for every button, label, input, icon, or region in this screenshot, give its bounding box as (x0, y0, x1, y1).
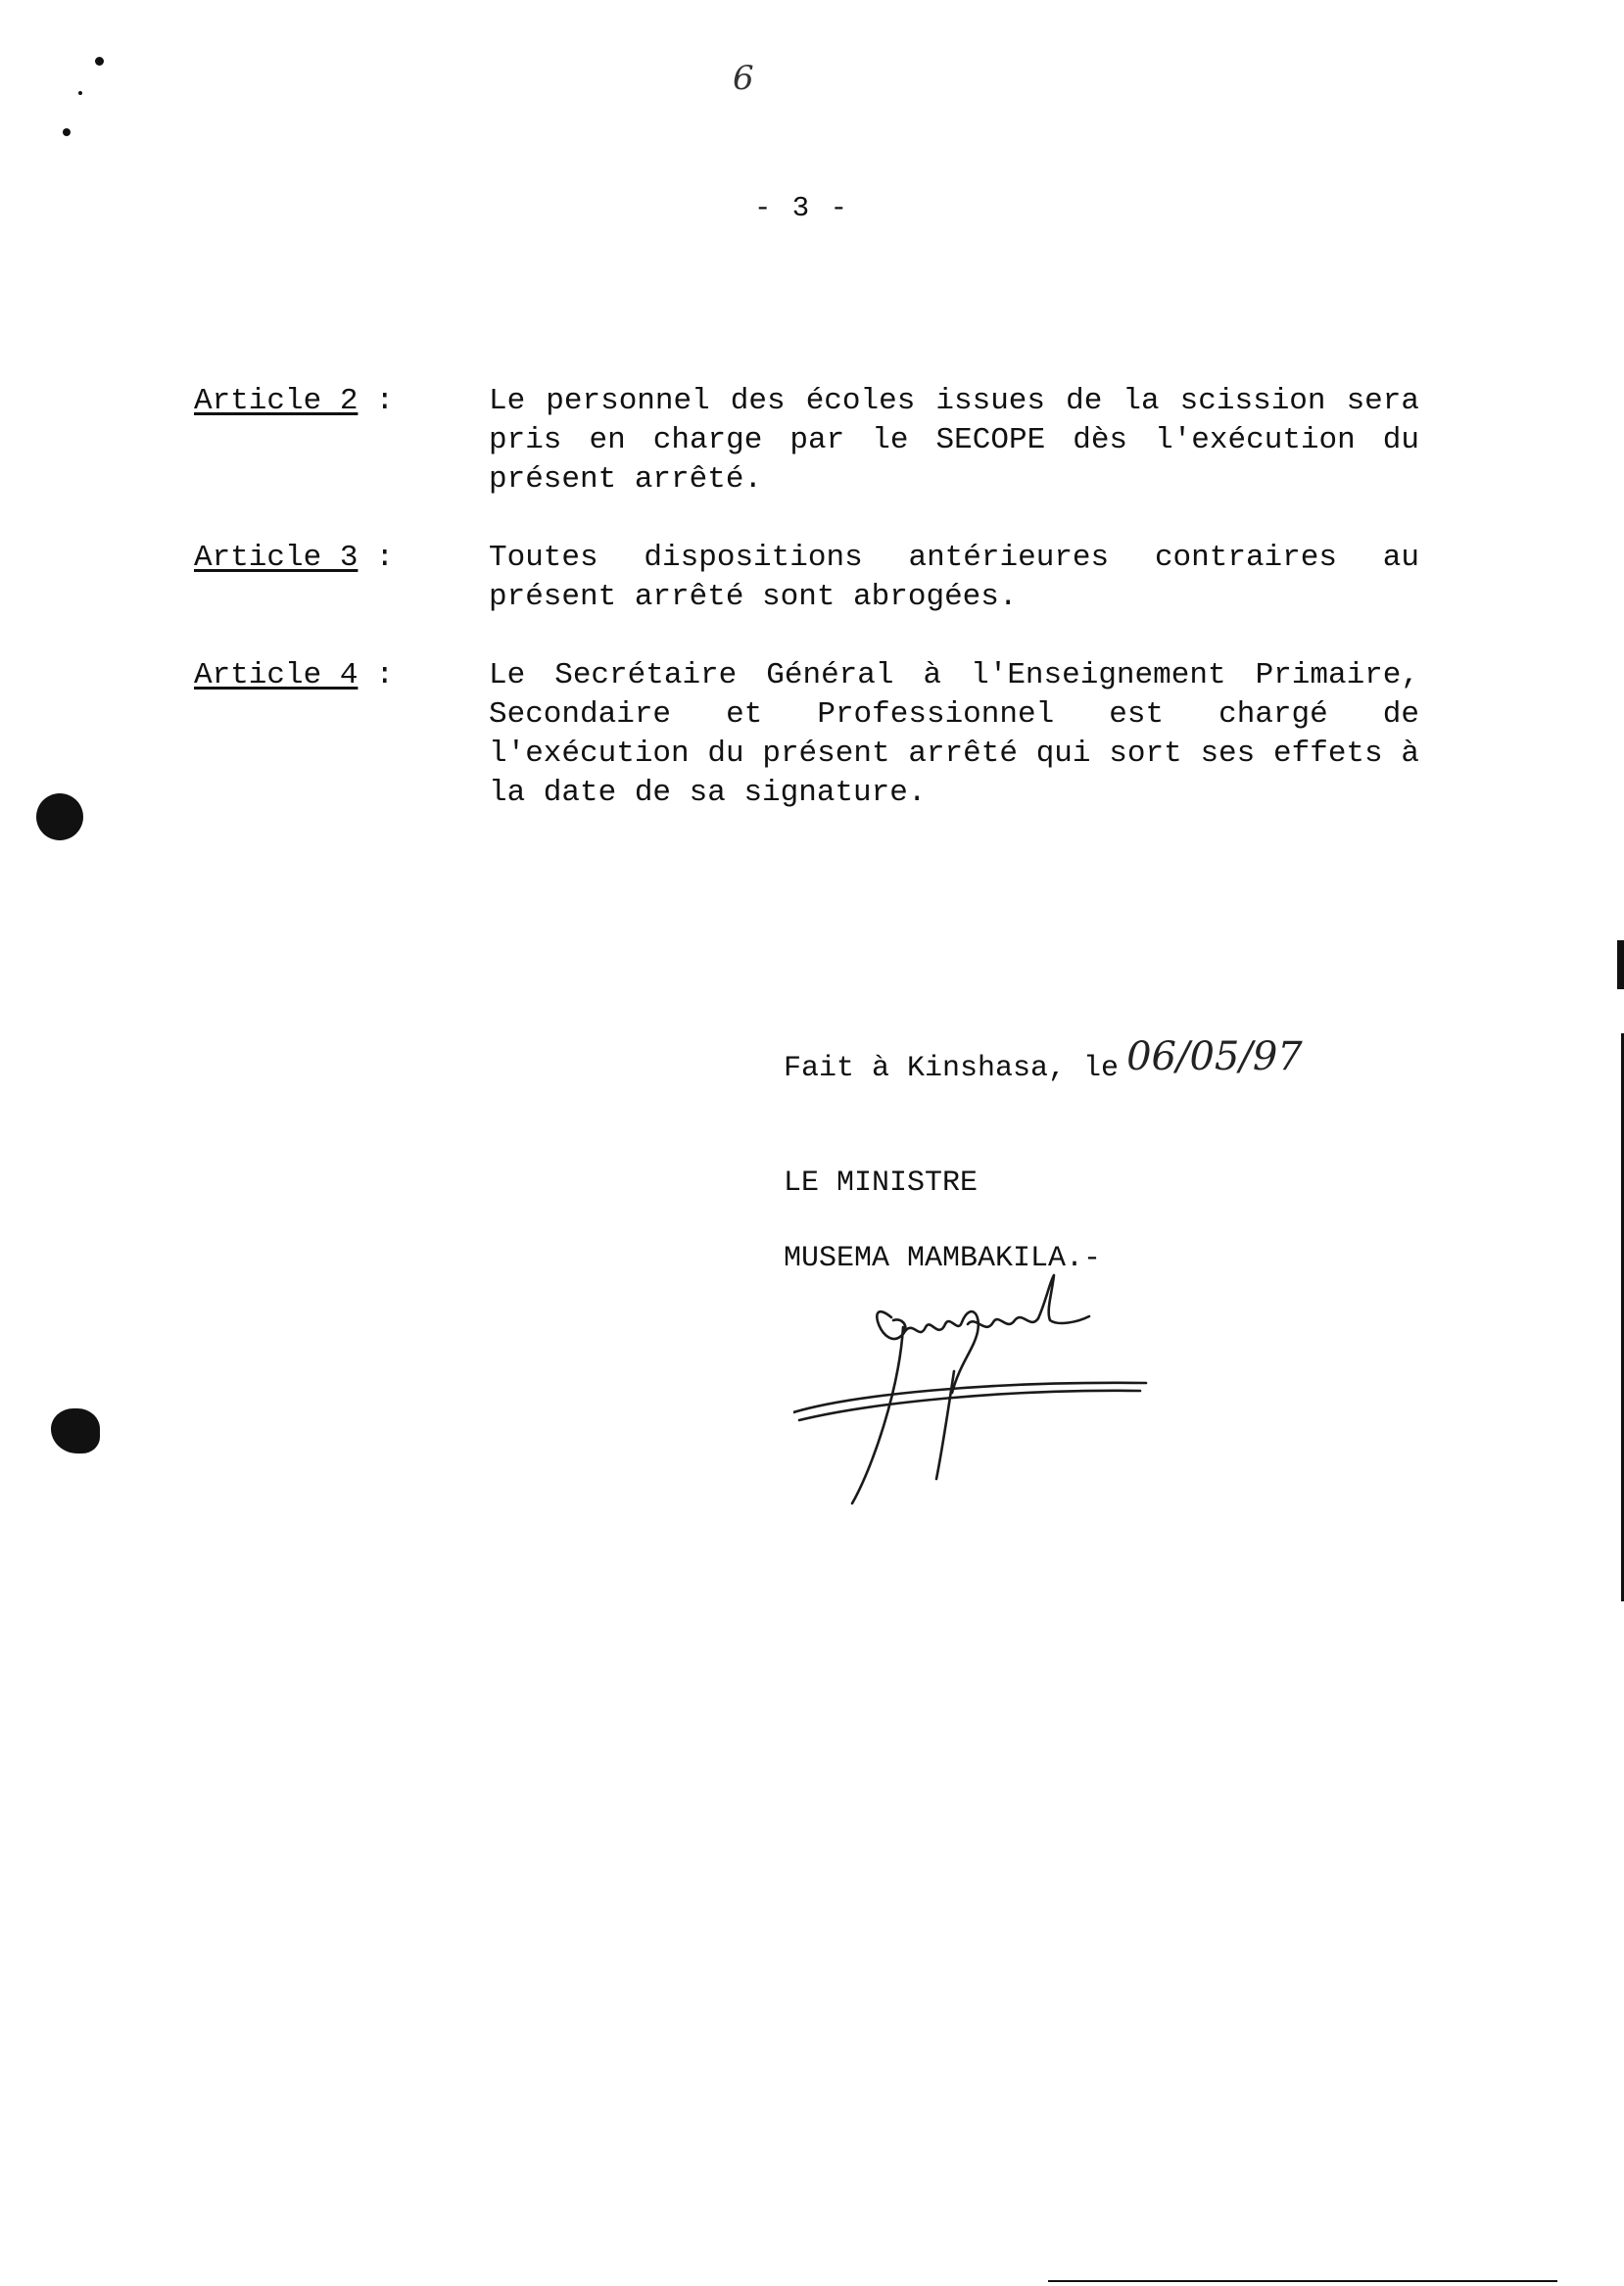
article-label-colon: : (375, 541, 395, 575)
place-prefix: Fait à Kinshasa, le (784, 1052, 1120, 1085)
article-body: Le Secrétaire Général à l'Enseignement Primaire, Secondaire et Professionnel est chargé de l'exécution du présent arrêté qui sort ses effets à la date de sa signature. (489, 658, 1419, 810)
minister-title: LE MINISTRE (784, 1167, 979, 1200)
article-label (194, 539, 468, 578)
scan-speck (95, 57, 104, 66)
minister-name: MUSEMA MAMBAKILA.- (784, 1242, 1102, 1275)
page-number: - 3 - (754, 192, 850, 224)
scan-edge-mark (1048, 2280, 1557, 2282)
handwritten-date: 06/05/97 (1126, 1034, 1303, 1079)
scan-speck (78, 91, 82, 95)
article-label (194, 382, 468, 421)
scan-edge-mark (1617, 940, 1624, 989)
article-body: Le personnel des écoles issues de la scission sera pris en charge par le SECOPE dès l'exécution du présent arrêté. (489, 384, 1419, 497)
article-label-colon: : (375, 658, 395, 692)
article-label-text: Article 4 (194, 658, 358, 692)
punch-hole-mark (51, 1408, 100, 1453)
handwritten-page-number: 6 (733, 59, 754, 98)
place-date-line (784, 1034, 1303, 1088)
punch-hole-mark (36, 793, 83, 840)
article-label (194, 656, 468, 695)
scan-speck (63, 128, 71, 136)
handwritten-signature-icon (793, 1273, 1166, 1528)
article-label-colon: : (375, 384, 395, 418)
article-body: Toutes dispositions antérieures contraires au présent arrêté sont abrogées. (489, 541, 1419, 614)
article-label-text: Article 3 (194, 541, 358, 575)
article-label-text: Article 2 (194, 384, 358, 418)
